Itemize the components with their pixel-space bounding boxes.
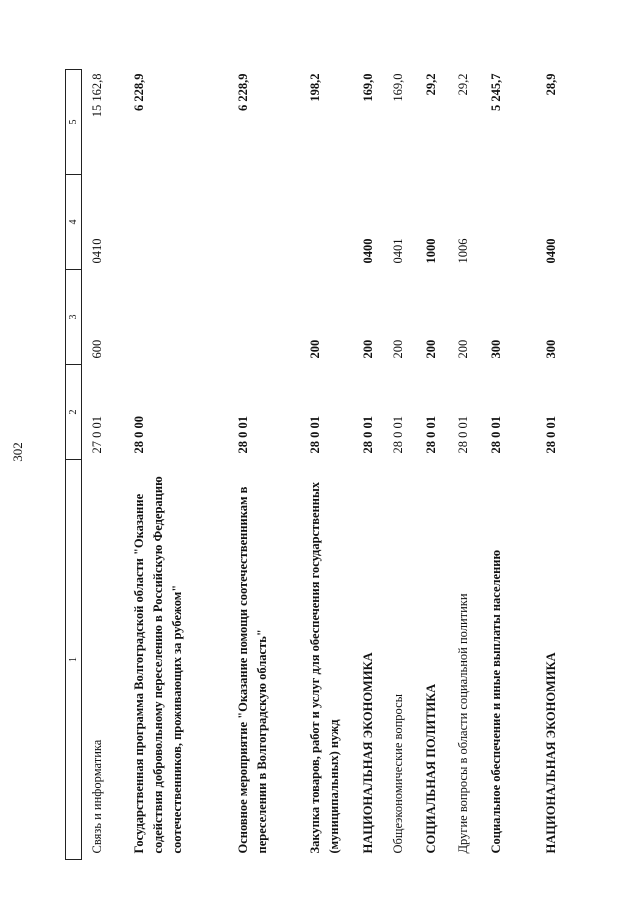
header-col-4: 4 — [66, 175, 82, 270]
row-type: 200 — [391, 339, 405, 359]
header-col-5: 5 — [66, 70, 82, 175]
row-code: 28 0 01 — [361, 416, 375, 454]
row-name: Связь и информатика — [90, 739, 104, 854]
row-type: 300 — [544, 339, 558, 359]
row-name: НАЦИОНАЛЬНАЯ ЭКОНОМИКА — [544, 652, 558, 854]
row-type: 200 — [361, 339, 375, 359]
row-code: 28 0 01 — [456, 416, 470, 454]
header-col-2: 2 — [66, 365, 82, 460]
row-amount: 5 245,7 — [489, 73, 503, 111]
row-type: 600 — [90, 339, 104, 359]
row-code: 27 0 01 — [90, 416, 104, 454]
table-row — [532, 70, 572, 860]
row-name: Другие вопросы в области социальной политики — [456, 593, 470, 854]
table-row — [454, 70, 487, 860]
table-row — [234, 70, 306, 860]
row-code: 28 0 01 — [391, 416, 405, 454]
header-row — [66, 70, 82, 860]
row-amount: 169,0 — [361, 73, 375, 102]
table-row — [389, 70, 422, 860]
row-amount: 6 228,9 — [132, 73, 146, 111]
row-section — [130, 175, 234, 270]
row-code: 28 0 01 — [308, 416, 322, 454]
row-section: 0410 — [90, 238, 104, 264]
table-row — [359, 70, 389, 860]
row-type: 300 — [489, 339, 503, 359]
row-amount: 28,9 — [544, 73, 558, 96]
row-type — [130, 270, 234, 365]
row-name: Государственная программа Волгоградской области "Оказание содействия добровольному переселению в Российскую Федерацию соотечественников, проживающих за рубежом" — [132, 476, 184, 854]
table-row — [306, 70, 359, 860]
row-type: 200 — [308, 339, 322, 359]
row-section — [234, 175, 306, 270]
row-amount: 169,0 — [391, 73, 405, 102]
table-header — [66, 70, 82, 860]
table-body — [82, 70, 573, 860]
table-row — [130, 70, 234, 860]
row-name: НАЦИОНАЛЬНАЯ ЭКОНОМИКА — [361, 652, 375, 854]
row-section — [306, 175, 359, 270]
table-row — [487, 70, 532, 860]
header-col-1: 1 — [66, 460, 82, 860]
row-section: 1000 — [424, 238, 438, 264]
table-row — [82, 70, 131, 860]
header-col-3: 3 — [66, 270, 82, 365]
row-name: СОЦИАЛЬНАЯ ПОЛИТИКА — [424, 683, 438, 854]
row-name: Закупка товаров, работ и услуг для обеспечения государственных (муниципальных) нужд — [308, 482, 341, 854]
row-type: 200 — [424, 339, 438, 359]
row-name: Основное мероприятие "Оказание помощи соотечественникам в переселении в Волгоградскую область" — [236, 486, 269, 854]
row-amount: 198,2 — [308, 73, 322, 102]
row-amount: 15 162,8 — [90, 73, 104, 118]
rotated-table-container — [65, 70, 605, 860]
row-section: 1006 — [456, 238, 470, 264]
row-section: 0401 — [391, 238, 405, 264]
row-code: 28 0 01 — [544, 416, 558, 454]
budget-table — [65, 69, 572, 860]
page-number: 302 — [10, 442, 25, 462]
row-section — [487, 175, 532, 270]
row-code: 28 0 01 — [424, 416, 438, 454]
row-amount: 29,2 — [456, 73, 470, 96]
row-name: Социальное обеспечение и иные выплаты населению — [489, 549, 503, 854]
row-code: 28 0 01 — [236, 416, 250, 454]
row-section: 0400 — [361, 238, 375, 264]
row-name: Общеэкономические вопросы — [391, 693, 405, 854]
table-row — [422, 70, 454, 860]
row-code: 28 0 00 — [132, 416, 146, 454]
row-type — [234, 270, 306, 365]
row-amount: 6 228,9 — [236, 73, 250, 111]
row-section: 0400 — [544, 238, 558, 264]
row-code: 28 0 01 — [489, 416, 503, 454]
row-amount: 29,2 — [424, 73, 438, 96]
row-type: 200 — [456, 339, 470, 359]
